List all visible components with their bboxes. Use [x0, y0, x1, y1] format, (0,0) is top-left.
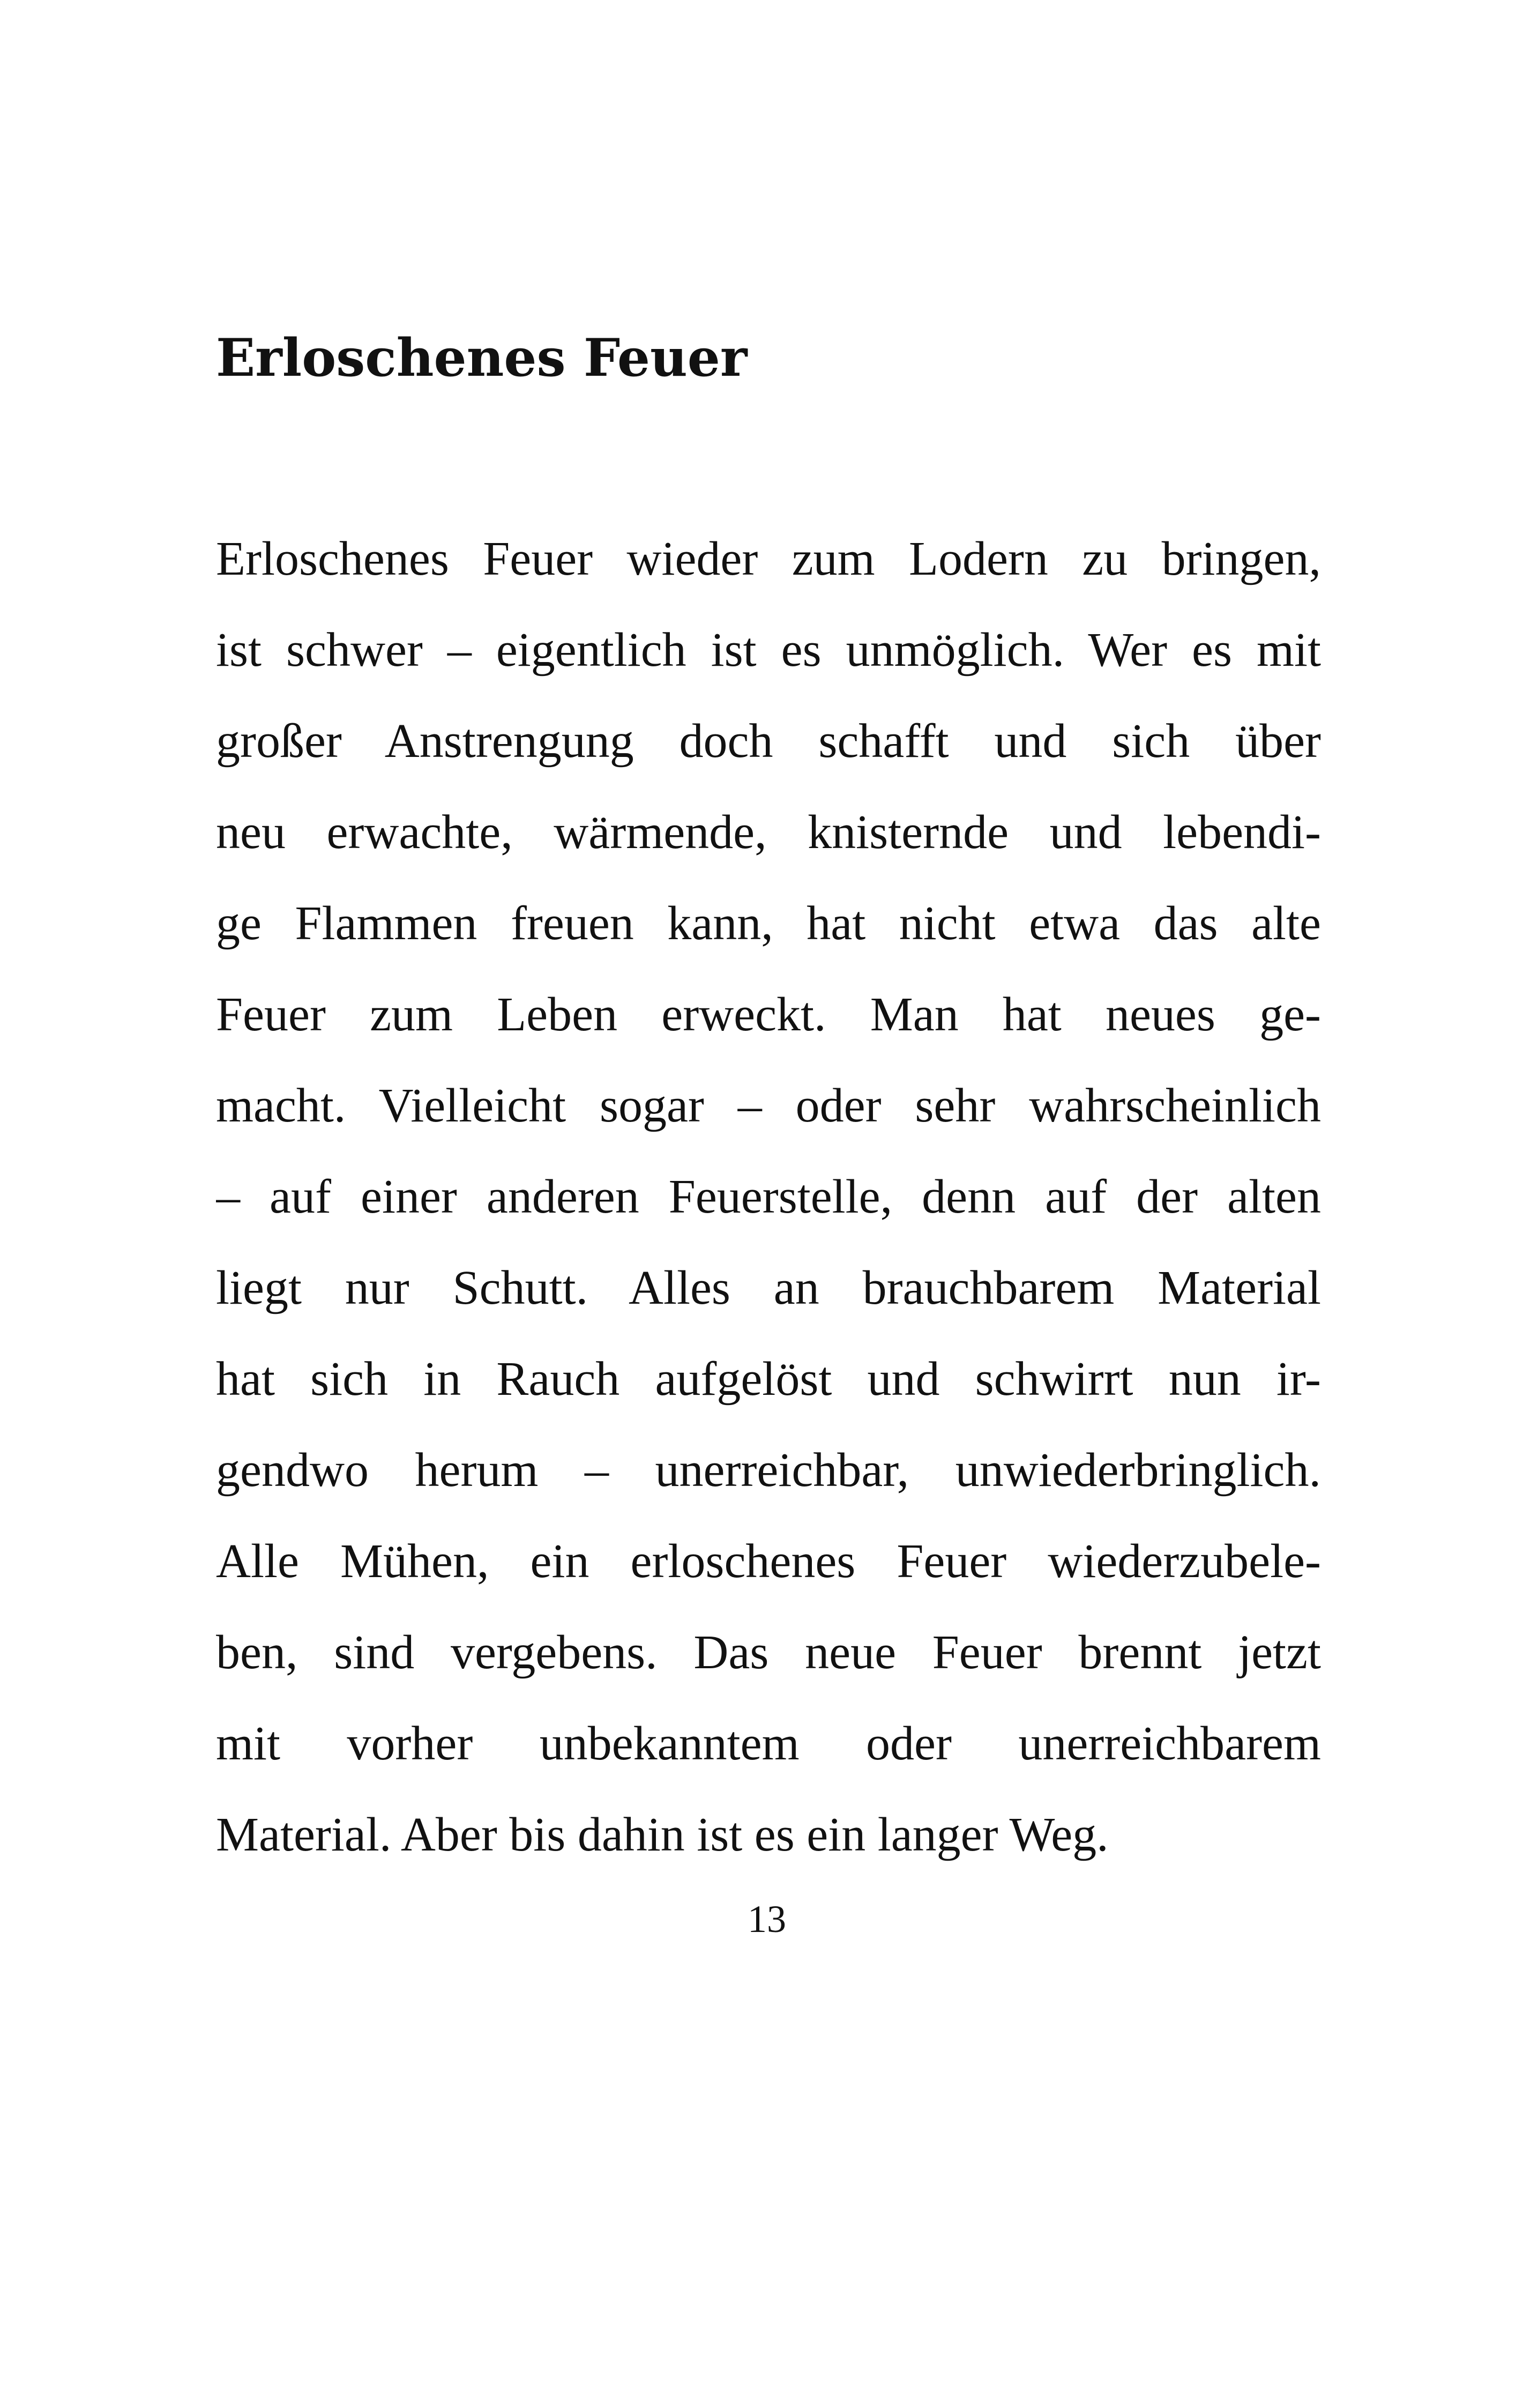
- text-line: Alle Mühen, ein erloschenes Feuer wiederzubele-: [216, 1535, 1321, 1588]
- body-text: [216, 514, 1321, 1881]
- text-line: gendwo herum – unerreichbar, unwiederbringlich.: [216, 1444, 1321, 1497]
- text-line: mit vorher unbekanntem oder unerreichbarem: [216, 1717, 1321, 1770]
- text-line: Feuer zum Leben erweckt. Man hat neues ge-: [216, 988, 1321, 1041]
- page-number: 13: [748, 1898, 786, 1941]
- text-line: – auf einer anderen Feuerstelle, denn auf der alten: [216, 1170, 1321, 1223]
- text-line: großer Anstrengung doch schafft und sich über: [216, 715, 1321, 768]
- chapter-title: Erloschenes Feuer: [216, 328, 748, 388]
- text-line: neu erwachte, wärmende, knisternde und lebendi-: [216, 806, 1321, 859]
- text-line: hat sich in Rauch aufgelöst und schwirrt nun ir-: [216, 1352, 1321, 1406]
- text-line-last: Material. Aber bis dahin ist es ein langer Weg.: [216, 1808, 1109, 1861]
- text-line: liegt nur Schutt. Alles an brauchbarem Material: [216, 1261, 1321, 1314]
- text-line: ge Flammen freuen kann, hat nicht etwa das alte: [216, 897, 1321, 950]
- text-line: Erloschenes Feuer wieder zum Lodern zu bringen,: [216, 532, 1321, 585]
- text-line: ben, sind vergebens. Das neue Feuer brennt jetzt: [216, 1626, 1321, 1679]
- text-line: ist schwer – eigentlich ist es unmöglich. Wer es mit: [216, 623, 1321, 677]
- text-line: macht. Vielleicht sogar – oder sehr wahrscheinlich: [216, 1079, 1321, 1132]
